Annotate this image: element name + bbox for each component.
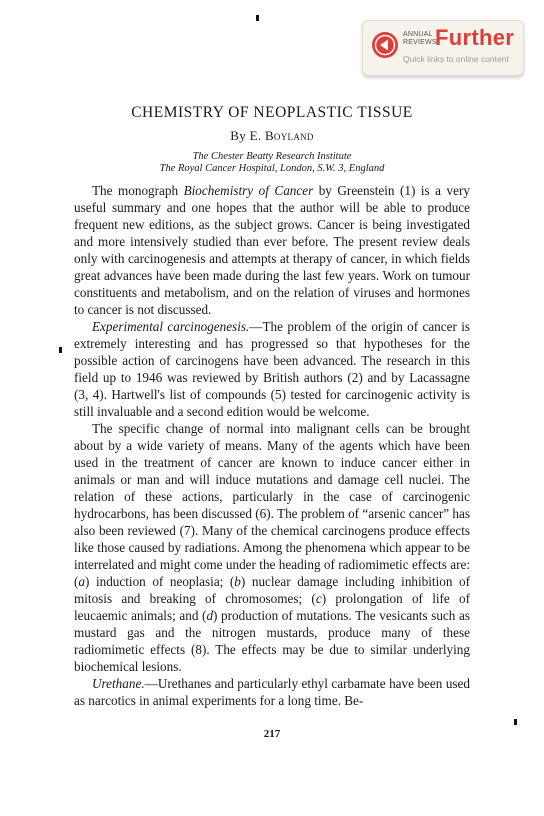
affiliation-institute: The Chester Beatty Research Institute bbox=[192, 151, 352, 162]
section-heading-experimental: Experimental carcinogenesis. bbox=[92, 319, 250, 334]
article-title: CHEMISTRY OF NEOPLASTIC TISSUE bbox=[131, 104, 413, 121]
annual-reviews-logo: ANNUAL REVIEWS bbox=[403, 31, 437, 46]
byline bbox=[0, 128, 544, 144]
further-subtitle: Quick links to online content bbox=[403, 54, 509, 64]
scan-mark bbox=[59, 347, 62, 353]
affiliation-hospital: The Royal Cancer Hospital, London, S.W. 3, England bbox=[159, 163, 385, 174]
scan-mark bbox=[514, 719, 517, 725]
paragraph-intro: The monograph Biochemistry of Cancer by Greenstein (1) is a very useful summary and one hopes that the author will be able to produce frequent new editions, as the subject grows. Cancer is being investigated and more intensively studied than ever before. The present review deals only with carcinogenesis and attempts at therapy of cancer, in which fields great advances have been made during the last few years. Work on tumour constituents and metabolism, and on the relation of viruses and hormones to cancer is not discussed. bbox=[74, 183, 470, 317]
section-heading-urethane: Urethane. bbox=[92, 676, 145, 691]
play-back-icon bbox=[371, 31, 399, 59]
paragraph-experimental: Experimental carcinogenesis.—The problem of the origin of cancer is extremely interesting and has progressed so that hypotheses for the possible action of carcinogens have been advanced. The research in this field up to 1946 was reviewed by British authors (2) and by Lacassagne (3, 4). Hartwell's list of compounds (5) tested for carcinogenic activity is still invaluable and a second edition would be welcome. bbox=[74, 319, 470, 419]
paragraph-urethane: Urethane.—Urethanes and particularly ethyl carbamate have been used as narcotics in animal experiments for a long time. Be- bbox=[74, 676, 470, 708]
byline-prefix: By bbox=[230, 128, 247, 143]
monograph-title: Biochemistry of Cancer bbox=[183, 183, 314, 198]
paragraph-radiomimetic: The specific change of normal into malignant cells can be brought about by a wide variety of means. Many of the agents which have been used in the treatment of cancer are known to induce cancer either in animals or man and will induce mutations and damage cell nuclei. The relation of these actions, particularly in the case of carcinogenic hydrocarbons, has been discussed (6). The problem of “arsenic cancer” has also been reviewed (7). Many of the chemical carcinogens produce effects like those caused by radiations. Among the phenomena which appear to be interrelated and might come under the heading of radiomimetic effects are: (a) induction of neoplasia; (b) nuclear damage including inhibition of mitosis and breaking of chromosomes; (c) prolongation of life of leucaemic animals; and (d) production of mutations. The vesicants such as mustard gas and the nitrogen mustards, produce many of these radiomimetic effects (8). The effects may be due to similar underlying biochemical lesions. bbox=[74, 421, 471, 674]
author-name: E. Boyland bbox=[249, 128, 314, 143]
further-wordmark: Further bbox=[435, 25, 515, 50]
further-badge[interactable] bbox=[362, 20, 524, 76]
scan-mark bbox=[256, 15, 259, 21]
article-body bbox=[74, 182, 470, 709]
page-number: 217 bbox=[263, 728, 281, 740]
